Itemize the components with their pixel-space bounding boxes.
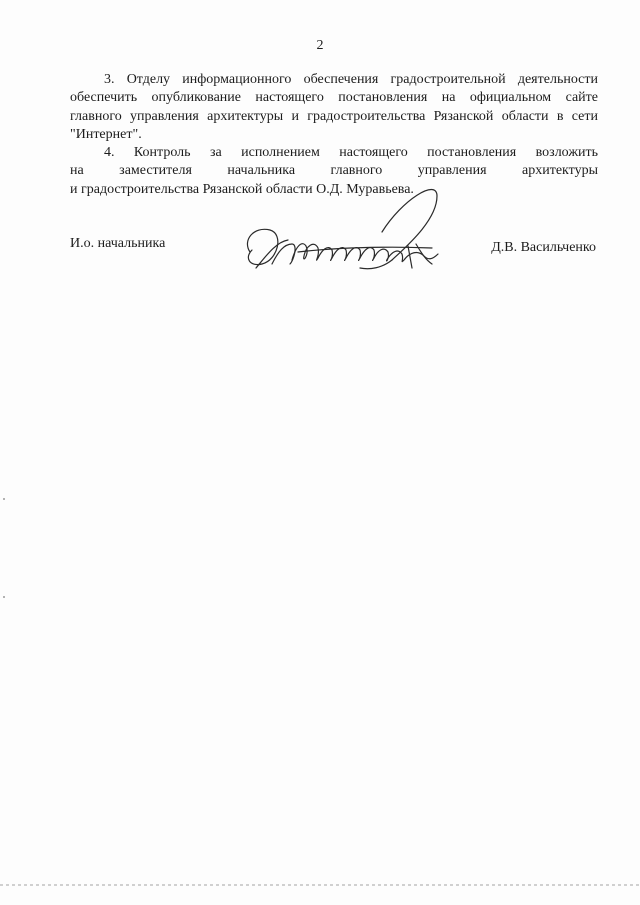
paragraph-4-line-1: 4. Контроль за исполнением настоящего постановления возложить — [104, 145, 598, 160]
paragraph-3-line-1: 3. Отделу информационного обеспечения градостроительной деятельности — [104, 72, 598, 87]
page-number: 2 — [316, 38, 324, 53]
paragraph-4-line-3: и градостроительства Рязанской области О.Д. Муравьева. — [70, 181, 414, 197]
paragraph-3-line-3: главного управления архитектуры и градостроительства Рязанской области в сети — [70, 108, 598, 124]
scan-artifact — [3, 596, 5, 598]
handwritten-signature — [232, 160, 452, 290]
paragraph-3-line-4: "Интернет". — [70, 127, 142, 143]
paragraph-4-line-2: на заместителя начальника главного управления архитектуры — [70, 163, 598, 179]
scan-edge — [0, 884, 640, 886]
paragraph-3 — [70, 71, 598, 145]
paragraph-3-line-2: обеспечить опубликование настоящего постановления на официальном сайте — [70, 90, 598, 106]
scan-artifact — [3, 498, 5, 500]
signatory-name: Д.В. Васильченко — [491, 240, 596, 255]
signatory-title: И.о. начальника — [70, 236, 166, 251]
